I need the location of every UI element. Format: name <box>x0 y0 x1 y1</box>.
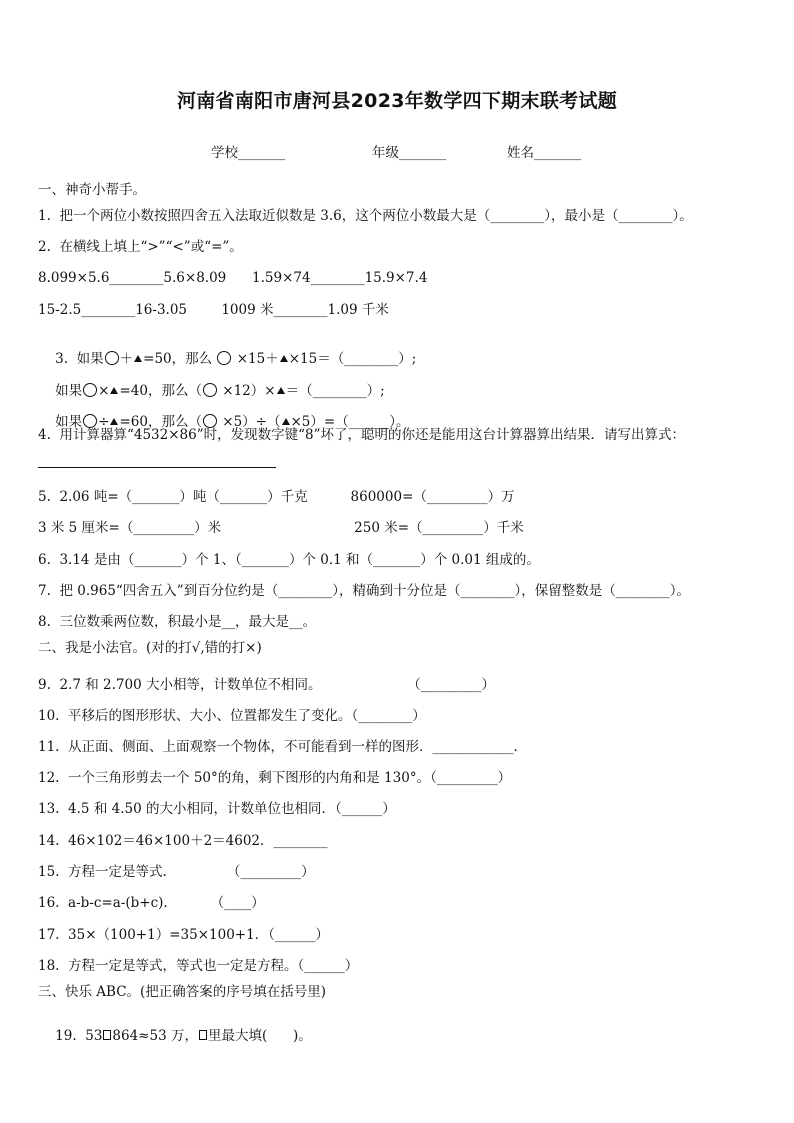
page-title: 河南省南阳市唐河县2023年数学四下期末联考试题 <box>176 90 618 112</box>
school-field[interactable]: 学校_______ <box>211 145 286 161</box>
question-8: 8. 三位数乘两位数，积最小是__，最大是__。 <box>38 614 316 630</box>
q3b-prefix: 如果 <box>55 383 83 399</box>
question-2-row-1: 8.099×5.6________5.6×8.09 1.59×74________15.9×7.4 <box>38 270 428 286</box>
triangle-icon <box>280 355 288 362</box>
triangle-icon <box>282 418 290 425</box>
question-5-row-2: 3 米 5 厘米=（_________）米 250 米=（_________）千米 <box>38 520 524 536</box>
section-heading-2: 二、我是小法官。(对的打√,错的打×) <box>38 640 262 656</box>
q3a-end: ×15＝（________）; <box>288 351 417 367</box>
question-17: 17. 35×（100+1）=35×100+1．（______） <box>38 927 329 943</box>
triangle-icon <box>277 387 285 394</box>
q3c-operator: ÷ <box>98 414 110 430</box>
question-19 <box>38 1009 312 1063</box>
q3a-text-2: ×15＋ <box>232 351 279 367</box>
q3c-text-2: ×5）÷（ <box>217 414 281 430</box>
question-2: 2. 在横线上填上“>”“<”或“=”。 <box>38 239 243 255</box>
q3a-operator: ＋ <box>119 351 134 367</box>
q3c-text-1: =60，那么（ <box>119 414 202 430</box>
q3b-text-1: =40，那么（ <box>119 383 202 399</box>
triangle-icon <box>110 387 118 394</box>
question-13: 13. 4.5 和 4.50 的大小相同，计数单位也相同．（______） <box>38 801 396 817</box>
q3c-prefix: 如果 <box>55 414 83 430</box>
box-icon <box>199 1030 207 1040</box>
question-10: 10. 平移后的图形形状、大小、位置都发生了变化。（________） <box>38 708 426 724</box>
section-heading-1: 一、神奇小帮手。 <box>38 182 146 198</box>
box-icon <box>103 1030 111 1040</box>
question-9: 9. 2.7 和 2.700 大小相等，计数单位不相同。 （_________） <box>38 677 496 693</box>
section-heading-3: 三、快乐 ABC。(把正确答案的序号填在括号里) <box>38 984 327 1000</box>
circle-icon <box>105 351 119 365</box>
answer-line[interactable] <box>38 467 276 468</box>
question-16: 16. a-b-c=a-(b+c). （____） <box>38 895 265 911</box>
q19-end: 里最大填( )。 <box>207 1028 312 1044</box>
q3b-text-2: ×12）× <box>217 383 276 399</box>
question-14: 14. 46×102＝46×100＋2＝4602．________ <box>38 833 328 849</box>
triangle-icon <box>134 355 142 362</box>
q3a-text-1: =50，那么 <box>143 351 217 367</box>
question-12: 12. 一个三角形剪去一个 50°的角，剩下图形的内角和是 130°。（_________） <box>38 770 512 786</box>
q3c-end: ×5）=（______）。 <box>290 414 410 430</box>
question-2-row-2: 15-2.5________16-3.05 1009 米________1.09 千米 <box>38 302 389 318</box>
question-15: 15. 方程一定是等式. （_________） <box>38 864 315 880</box>
q3b-operator: × <box>98 383 110 399</box>
question-6: 6. 3.14 是由（_______）个 1、（_______）个 0.1 和（_______）个 0.01 组成的。 <box>38 552 540 568</box>
q19-middle: 864≈53 万， <box>112 1028 198 1044</box>
q3a-prefix: 3. 如果 <box>55 351 104 367</box>
question-4: 4. 用计算器算“4532×86”时，发现数字键“8”坏了，聪明的你还是能用这台计算器算出结果．请写出算式： <box>38 427 686 443</box>
question-1: 1. 把一个两位小数按照四舍五入法取近似数是 3.6，这个两位小数最大是（________），最小是（________）。 <box>38 208 693 224</box>
name-field[interactable]: 姓名_______ <box>507 145 582 161</box>
grade-field[interactable]: 年级_______ <box>372 145 447 161</box>
question-18: 18. 方程一定是等式，等式也一定是方程。（______） <box>38 958 359 974</box>
triangle-icon <box>110 418 118 425</box>
circle-icon <box>217 351 231 365</box>
question-5-row-1: 5. 2.06 吨=（_______）吨（_______）千克 860000=（_________）万 <box>38 489 515 505</box>
q19-prefix: 19. 53 <box>55 1028 103 1044</box>
q3b-end: ＝（________）; <box>285 383 385 399</box>
question-7: 7. 把 0.965“四舍五入”到百分位约是（________），精确到十分位是（________），保留整数是（________）。 <box>38 583 690 599</box>
question-11: 11. 从正面、侧面、上面观察一个物体，不可能看到一样的图形．____________． <box>38 739 528 755</box>
